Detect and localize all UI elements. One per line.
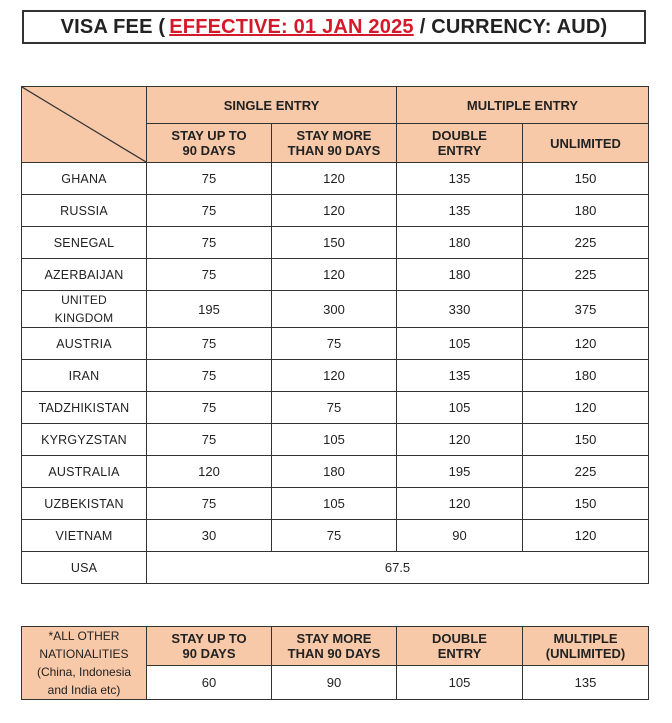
- other-nationalities-table: [21, 626, 649, 700]
- country-cell: UZBEKISTAN: [22, 488, 147, 520]
- country-cell: USA: [22, 552, 147, 584]
- table-row: [22, 163, 649, 195]
- country-cell: KYRGYZSTAN: [22, 424, 147, 456]
- fee-cell: 105: [397, 665, 523, 699]
- table-row: [22, 360, 649, 392]
- table-row: [22, 520, 649, 552]
- table-row: [22, 259, 649, 291]
- fee-cell: 225: [523, 456, 649, 488]
- fee-cell: 180: [523, 195, 649, 227]
- other-multiple-unlimited-header: MULTIPLE (UNLIMITED): [523, 627, 649, 666]
- fee-cell: 60: [147, 665, 272, 699]
- fee-cell: 90: [397, 520, 523, 552]
- fee-cell: 195: [397, 456, 523, 488]
- country-cell: AZERBAIJAN: [22, 259, 147, 291]
- fee-cell: 90: [272, 665, 397, 699]
- fee-cell: 120: [272, 163, 397, 195]
- fee-cell: 75: [147, 259, 272, 291]
- fee-cell: 75: [147, 227, 272, 259]
- fee-cell: 225: [523, 259, 649, 291]
- stay-more-than-90-header: STAY MORE THAN 90 DAYS: [272, 124, 397, 163]
- fee-cell: 120: [523, 328, 649, 360]
- fee-cell: 330: [397, 291, 523, 328]
- other-stay-more-than-90-header: STAY MORE THAN 90 DAYS: [272, 627, 397, 666]
- double-entry-header: DOUBLE ENTRY: [397, 124, 523, 163]
- table-row: [22, 227, 649, 259]
- fee-cell: 150: [272, 227, 397, 259]
- table-row: [22, 424, 649, 456]
- other-double-entry-header: DOUBLE ENTRY: [397, 627, 523, 666]
- fee-cell: 225: [523, 227, 649, 259]
- fee-cell: 120: [523, 520, 649, 552]
- country-cell: TADZHIKISTAN: [22, 392, 147, 424]
- country-cell: IRAN: [22, 360, 147, 392]
- fee-cell: 120: [397, 424, 523, 456]
- visa-fee-table: [21, 86, 649, 584]
- diagonal-line: [22, 87, 146, 162]
- fee-cell: 120: [523, 392, 649, 424]
- fee-cell: 30: [147, 520, 272, 552]
- fee-cell: 375: [523, 291, 649, 328]
- fee-cell: 120: [397, 488, 523, 520]
- table-row: [22, 488, 649, 520]
- fee-cell: 75: [147, 163, 272, 195]
- fee-cell: 75: [147, 424, 272, 456]
- fee-cell: 135: [397, 195, 523, 227]
- country-cell: AUSTRALIA: [22, 456, 147, 488]
- fee-cell: 135: [397, 163, 523, 195]
- fee-cell: 300: [272, 291, 397, 328]
- country-cell: GHANA: [22, 163, 147, 195]
- title-effective-date: EFFECTIVE: 01 JAN 2025: [169, 15, 414, 38]
- page-title: [22, 10, 646, 44]
- fee-cell: 195: [147, 291, 272, 328]
- table-row-usa: [22, 552, 649, 584]
- fee-cell: 75: [147, 195, 272, 227]
- fee-cell: 75: [272, 392, 397, 424]
- fee-cell: 120: [272, 195, 397, 227]
- fee-cell: 105: [397, 392, 523, 424]
- fee-cell: 120: [272, 360, 397, 392]
- fee-cell: 105: [272, 488, 397, 520]
- fee-cell: 75: [147, 488, 272, 520]
- country-cell: SENEGAL: [22, 227, 147, 259]
- fee-cell: 105: [397, 328, 523, 360]
- country-cell: RUSSIA: [22, 195, 147, 227]
- table-row: [22, 392, 649, 424]
- fee-cell: 135: [397, 360, 523, 392]
- title-prefix: VISA FEE (: [60, 15, 166, 38]
- fee-cell: 150: [523, 163, 649, 195]
- table-row: [22, 328, 649, 360]
- multiple-entry-header: MULTIPLE ENTRY: [397, 87, 649, 124]
- country-cell: AUSTRIA: [22, 328, 147, 360]
- table-row: [22, 456, 649, 488]
- stay-up-to-90-header: STAY UP TO 90 DAYS: [147, 124, 272, 163]
- fee-cell: 150: [523, 488, 649, 520]
- fee-cell: 180: [397, 227, 523, 259]
- fee-cell: 180: [272, 456, 397, 488]
- title-currency: / CURRENCY: AUD): [419, 15, 608, 38]
- fee-cell: 75: [147, 360, 272, 392]
- country-cell: VIETNAM: [22, 520, 147, 552]
- fee-cell: 120: [147, 456, 272, 488]
- single-entry-header: SINGLE ENTRY: [147, 87, 397, 124]
- fee-cell: 150: [523, 424, 649, 456]
- fee-cell: 180: [397, 259, 523, 291]
- other-stay-up-to-90-header: STAY UP TO 90 DAYS: [147, 627, 272, 666]
- usa-fee-cell: 67.5: [147, 552, 649, 584]
- corner-header-cell: [22, 87, 147, 163]
- country-cell: UNITED KINGDOM: [22, 291, 147, 328]
- table-row: [22, 291, 649, 328]
- fee-cell: 75: [147, 328, 272, 360]
- fee-cell: 75: [272, 520, 397, 552]
- fee-cell: 105: [272, 424, 397, 456]
- table-row: [22, 195, 649, 227]
- fee-cell: 120: [272, 259, 397, 291]
- fee-cell: 75: [272, 328, 397, 360]
- unlimited-header: UNLIMITED: [523, 124, 649, 163]
- other-nationalities-label: *ALL OTHER NATIONALITIES (China, Indonesia and India etc): [22, 627, 147, 700]
- fee-cell: 135: [523, 665, 649, 699]
- fee-cell: 75: [147, 392, 272, 424]
- fee-cell: 180: [523, 360, 649, 392]
